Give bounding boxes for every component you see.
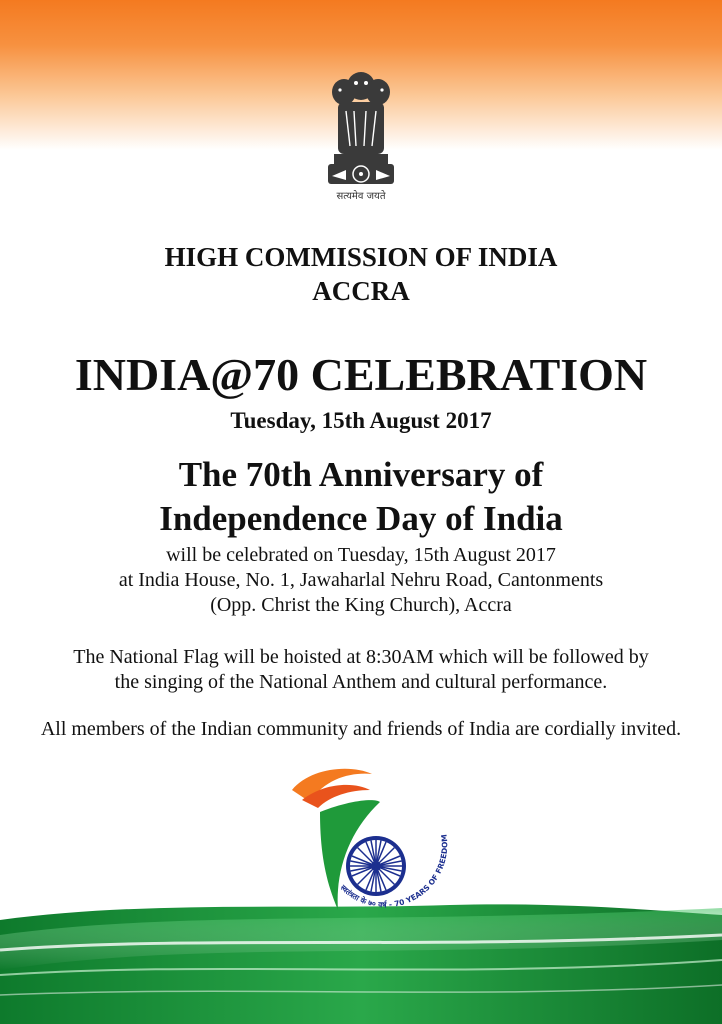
detail-line-1: will be celebrated on Tuesday, 15th August 2017 (166, 544, 556, 566)
invitation-line: All members of the Indian community and friends of India are cordially invited. (40, 718, 682, 740)
detail-line-2: at India House, No. 1, Jawaharlal Nehru Road, Cantonments (118, 569, 604, 591)
detail-line-3: (Opp. Christ the King Church), Accra (210, 594, 512, 616)
event-title: INDIA@70 CELEBRATION (74, 349, 648, 400)
organization-city: ACCRA (312, 276, 410, 306)
70-years-freedom-logo-icon (280, 760, 460, 920)
event-date: Tuesday, 15th August 2017 (230, 408, 492, 433)
ashoka-chakra-icon (346, 836, 406, 896)
flag-hoisting-line-2: the singing of the National Anthem and cultural performance. (114, 671, 608, 693)
national-emblem-icon (316, 66, 406, 206)
anniversary-heading-line2: Independence Day of India (159, 499, 563, 538)
organization-name: HIGH COMMISSION OF INDIA (164, 242, 558, 272)
anniversary-heading-line1: The 70th Anniversary of (178, 455, 544, 494)
emblem-motto: सत्यमेव जयते (336, 191, 386, 202)
flag-hoisting-line-1: The National Flag will be hoisted at 8:30AM which will be followed by (73, 646, 649, 668)
logo-arc-text: स्वतंत्रता के ७० वर्ष - 70 YEARS OF FREEDOM (338, 833, 450, 910)
